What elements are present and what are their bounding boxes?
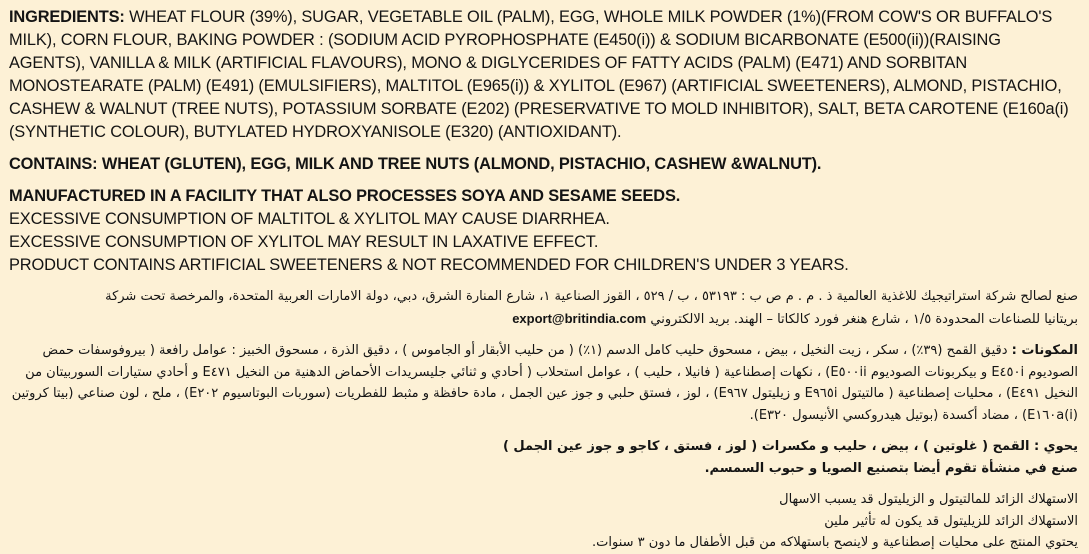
arabic-warning-maltitol: الاستهلاك الزائد للمالتيتول و الزيليتول قد يسبب الاسهال: [779, 492, 1078, 507]
english-contains: [9, 153, 1080, 176]
arabic-ingredients-heading: المكونات :: [1011, 343, 1078, 358]
arabic-manufacturer: [9, 286, 1080, 330]
arabic-ingredients-text: دقيق القمح (٣٩٪) ، سكر ، زيت النخيل ، بيض ، مسحوق حليب كامل الدسم (١٪) ( من حليب الأبقار أو الجاموس ) ، دقيق الذرة ، مسحوق الخبيز : عوامل رافعة ( بيروفوسفات حمض الصوديوم E٤٥٠i و بيكربونات الصوديوم E٥٠٠ii) ، نكهات إصطناعية ( فانيلا ، حليب ) ، عوامل استحلاب ( أحادي و ثنائي جليسريدات الأحماض الدهنية من النخيل E٤٧١ و أحادي ستيارات السوربيتان من النخيل E٤٩١) ، محليات إصطناعية ( مالتيتول E٩٦٥i و زيليتول E٩٦٧) ، لوز ، فستق حلبي و جوز عين الجمل ، مادة حافظة و مثبط للفطريات (سوربات البوتاسيوم E٢٠٢) ، ملح ، لون صناعي (بيتا كروتين E١٦٠a(i)) ، مضاد أكسدة (بوتيل هيدروكسي الأنيسول E٣٢٠).: [11, 343, 1078, 423]
english-facility: [9, 185, 1080, 208]
english-warning-maltitol: EXCESSIVE CONSUMPTION OF MALTITOL & XYLITOL MAY CAUSE DIARRHEA.: [9, 210, 610, 228]
arabic-manufacturer-line1: صنع لصالح شركة استراتيجيك للاغذية العالمية ذ . م . م ص ب : ٥٣١٩٣ ، ب / ٥٢٩ ، القوز الصناعية ١، شارع المنارة الشرق، دبي، دولة الامارات العربية المتحدة، والمرخصة تحت شركة: [105, 289, 1078, 304]
manufacturer-email: export@britindia.com: [512, 310, 647, 326]
english-facility-text: MANUFACTURED IN A FACILITY THAT ALSO PROCESSES SOYA AND SESAME SEEDS.: [9, 187, 681, 205]
arabic-warning-xylitol: الاستهلاك الزائد للزيليتول قد يكون له تأثير ملين: [824, 513, 1078, 529]
english-contains-text: CONTAINS: WHEAT (GLUTEN), EGG, MILK AND TREE NUTS (ALMOND, PISTACHIO, CASHEW &WALNUT).: [9, 155, 822, 173]
arabic-ingredients: [9, 340, 1080, 426]
arabic-facility: صنع في منشأة تقوم أيضا بتصنيع الصويا و حبوب السمسم.: [704, 460, 1078, 476]
english-ingredients-text: WHEAT FLOUR (39%), SUGAR, VEGETABLE OIL (PALM), EGG, WHOLE MILK POWDER (1%)(FROM COW'S OR BUFFALO'S MILK), CORN FLOUR, BAKING POWDER : (SODIUM ACID PYROPHOSPHATE (E450(i)) & SODIUM BICARBONATE (E500(ii))(RAISING AGENTS), VANILLA & MILK (ARTIFICIAL FLAVOURS), MONO & DIGLYCERIDES OF FATTY ACIDS (PALM) (E471) AND SORBITAN MONOSTEARATE (PALM) (E491) (EMULSIFIERS), MALTITOL (E965(i)) & XYLITOL (E967) (ARTIFICIAL SWEETENERS), ALMOND, PISTACHIO, CASHEW & WALNUT (TREE NUTS), POTASSIUM SORBATE (E202) (PRESERVATIVE TO MOLD INHIBITOR), SALT, BETA CAROTENE (E160a(i) (SYNTHETIC COLOUR), BUTYLATED HYDROXYANISOLE (E320) (ANTIOXIDANT).: [9, 8, 1069, 141]
english-warning-xylitol: EXCESSIVE CONSUMPTION OF XYLITOL MAY RESULT IN LAXATIVE EFFECT.: [9, 233, 599, 251]
arabic-manufacturer-line2: بريتانيا للصناعات المحدودة ١/٥ ، شارع هنغر فورد كالكاتا – الهند. بريد الالكتروني: [650, 311, 1078, 327]
english-ingredients: [9, 6, 1080, 144]
english-ingredients-heading: INGREDIENTS:: [9, 8, 125, 26]
arabic-contains: يحوي : القمح ( غلوتين ) ، بيض ، حليب و مكسرات ( لوز ، فستق ، كاجو و جوز عين الجمل ): [502, 439, 1078, 454]
english-warning-children: PRODUCT CONTAINS ARTIFICIAL SWEETENERS & NOT RECOMMENDED FOR CHILDREN'S UNDER 3 YEARS.: [9, 256, 849, 274]
arabic-warning-children: يحتوي المنتج على محليات إصطناعية و لاينصح باستهلاكه من قبل الأطفال ما دون ٣ سنوات.: [592, 535, 1078, 550]
